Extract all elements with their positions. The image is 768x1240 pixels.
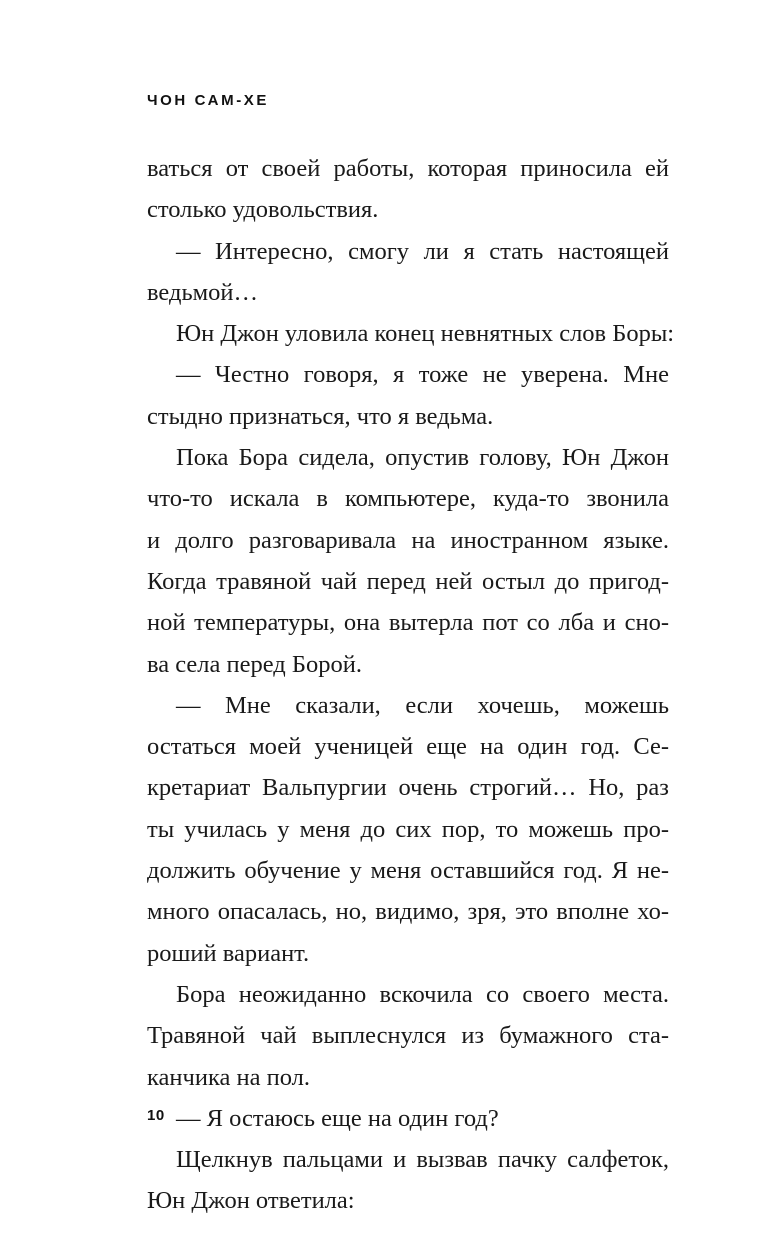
running-head: ЧОН САМ-ХЕ — [147, 92, 269, 109]
text-line: — Мне сказали, если хочешь, можешь — [176, 691, 669, 719]
text-line: Юн Джон уловила конец невнятных слов Боры: — [176, 320, 675, 348]
text-line: роший вариант. — [147, 939, 310, 967]
text-line: канчика на пол. — [147, 1063, 310, 1091]
text-line: ва села перед Борой. — [147, 650, 362, 678]
page-number: 10 — [147, 1107, 165, 1124]
text-line: ты училась у меня до сих пор, то можешь про- — [147, 815, 669, 843]
text-line: ведьмой… — [147, 278, 258, 306]
text-line: Бора неожиданно вскочила со своего места. — [176, 980, 669, 1008]
text-line: и долго разговаривала на иностранном языке. — [147, 526, 669, 554]
text-line: что-то искала в компьютере, куда-то звонила — [147, 485, 669, 513]
text-line: кретариат Вальпургии очень строгий… Но, раз — [147, 774, 669, 802]
text-line: — Я остаюсь еще на один год? — [176, 1104, 499, 1132]
text-line: столько удовольствия. — [147, 196, 379, 224]
text-line: Когда травяной чай перед ней остыл до пригод- — [147, 567, 669, 595]
text-line: много опасалась, но, видимо, зря, это вполне хо- — [147, 898, 669, 926]
text-line: ной температуры, она вытерла пот со лба и сно- — [147, 609, 669, 637]
text-line: Травяной чай выплеснулся из бумажного ста- — [147, 1022, 669, 1050]
text-line: Щелкнув пальцами и вызвав пачку салфеток, — [176, 1146, 669, 1174]
text-line: должить обучение у меня оставшийся год. Я не- — [147, 857, 669, 885]
text-line: — Интересно, смогу ли я стать настоящей — [176, 237, 669, 265]
text-line: стыдно признаться, что я ведьма. — [147, 402, 494, 430]
text-line: Пока Бора сидела, опустив голову, Юн Джон — [176, 444, 669, 472]
text-line: ваться от своей работы, которая приносила ей — [147, 155, 669, 182]
body-text — [147, 148, 675, 1222]
text-line: Юн Джон ответила: — [147, 1187, 355, 1215]
text-line: — Честно говоря, я тоже не уверена. Мне — [176, 361, 669, 389]
text-line: остаться моей ученицей еще на один год. Се- — [147, 733, 669, 761]
